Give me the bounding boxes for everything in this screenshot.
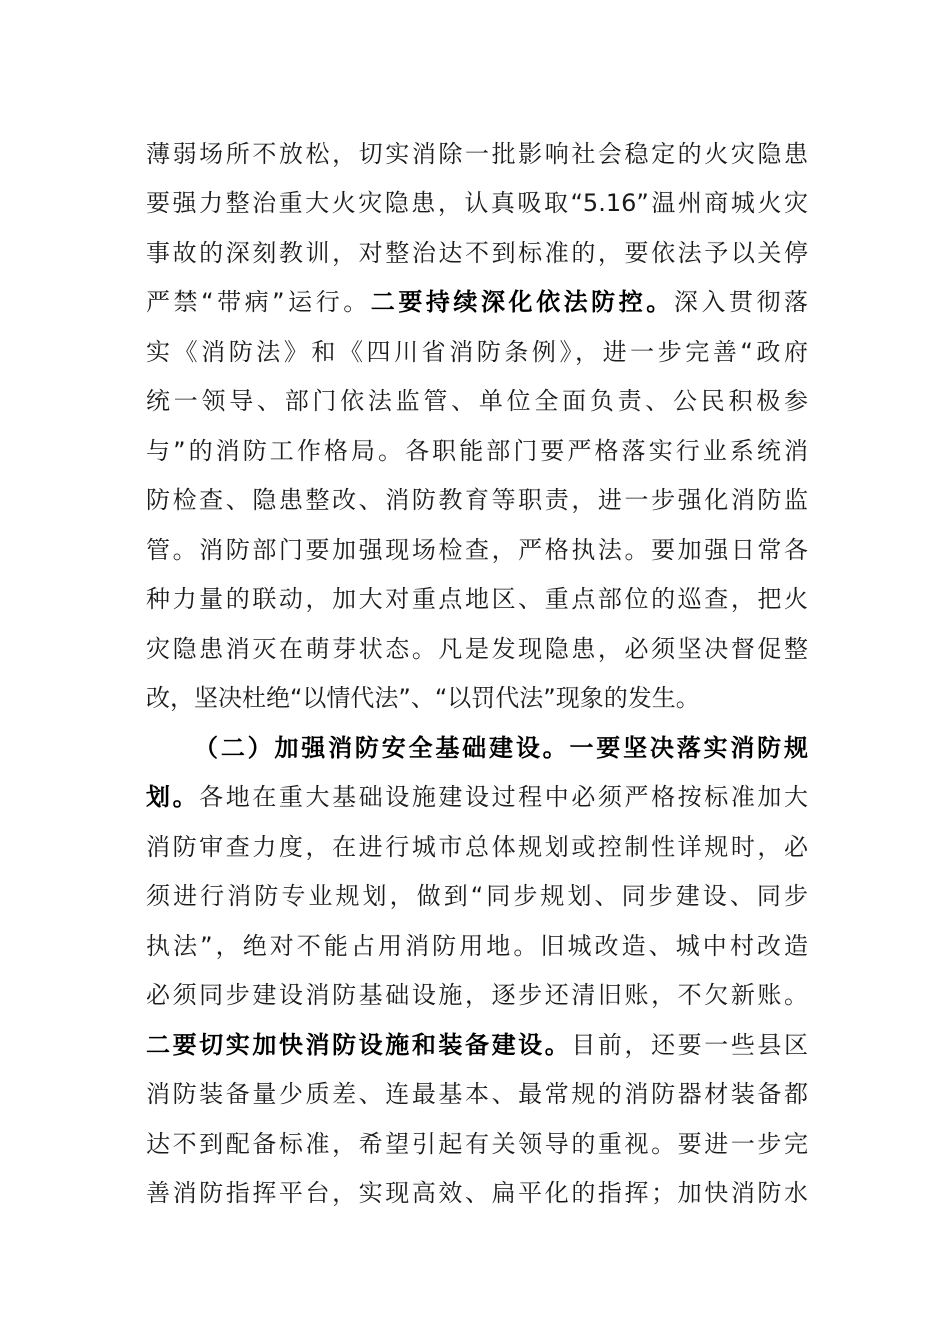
text-run: 与”的消防工作格局。各职能部门要严格落实行业系统消 <box>146 437 808 465</box>
text-run: 消防审查力度，在进行城市总体规划或控制性详规时，必 <box>146 833 808 861</box>
text-run: 薄弱场所不放松，切实消除一批影响社会稳定的火灾隐患 <box>146 140 808 168</box>
text-run: 善消防指挥平台，实现高效、扁平化的指挥；加快消防水 <box>146 1179 808 1207</box>
text-run: 事故的深刻教训，对整治达不到标准的，要依法予以关停 <box>146 239 808 267</box>
bold-text-run: 二要切实加快消防设施和装备建设。 <box>146 1031 572 1059</box>
text-run: 灾隐患消灭在萌芽状态。凡是发现隐患，必须坚决督促整 <box>146 635 808 663</box>
text-line <box>146 282 808 322</box>
text-line <box>146 579 808 619</box>
text-line <box>146 1025 808 1065</box>
text-line <box>146 876 808 916</box>
text-run: 严禁“带病”运行。 <box>146 288 371 316</box>
text-line <box>146 1173 808 1213</box>
text-run: 要强力整治重大火灾隐患，认真吸取“5.16”温州商城火灾 <box>146 189 808 217</box>
text-run: 防检查、隐患整改、消防教育等职责，进一步强化消防监 <box>146 486 808 514</box>
text-line <box>146 332 808 372</box>
text-run: 改，坚决杜绝“以情代法”、“以罚代法”现象的发生。 <box>146 684 700 712</box>
text-line <box>146 431 808 471</box>
text-line <box>146 1074 808 1114</box>
text-line <box>146 926 808 966</box>
text-run: 执法”，绝对不能占用消防用地。旧城改造、城中村改造 <box>146 932 808 960</box>
bold-text-run: 划。 <box>146 783 200 811</box>
text-run: 目前，还要一些县区 <box>571 1031 809 1059</box>
text-run: 须进行消防专业规划，做到“同步规划、同步建设、同步 <box>146 882 808 910</box>
text-run: 必须同步建设消防基础设施，逐步还清旧账，不欠新账。 <box>146 981 808 1009</box>
section-heading-line <box>194 728 808 768</box>
text-line <box>146 233 808 273</box>
text-run: 消防装备量少质差、连最基本、最常规的消防器材装备都 <box>146 1080 808 1108</box>
text-line <box>146 381 808 421</box>
bold-text-run: 二要持续深化依法防控。 <box>370 288 674 316</box>
text-line <box>146 827 808 867</box>
text-line <box>146 678 808 718</box>
text-run: 深入贯彻落 <box>673 288 808 316</box>
text-run: 管。消防部门要加强现场检查，严格执法。要加强日常各 <box>146 536 808 564</box>
text-line <box>146 134 808 174</box>
text-run: 种力量的联动，加大对重点地区、重点部位的巡查，把火 <box>146 585 808 613</box>
text-line <box>146 777 808 817</box>
text-line <box>146 183 808 223</box>
text-run: 统一领导、部门依法监管、单位全面负责、公民积极参 <box>146 387 808 415</box>
text-line <box>146 975 808 1015</box>
text-run: 实《消防法》和《四川省消防条例》，进一步完善“政府 <box>146 338 808 366</box>
text-line <box>146 530 808 570</box>
text-line <box>146 480 808 520</box>
text-line <box>146 1124 808 1164</box>
text-run: 各地在重大基础设施建设过程中必须严格按标准加大 <box>199 783 809 811</box>
text-run: 达不到配备标准，希望引起有关领导的重视。要进一步完 <box>146 1130 808 1158</box>
bold-text-run: （二）加强消防安全基础建设。一要坚决落实消防规 <box>194 734 808 762</box>
text-line <box>146 629 808 669</box>
